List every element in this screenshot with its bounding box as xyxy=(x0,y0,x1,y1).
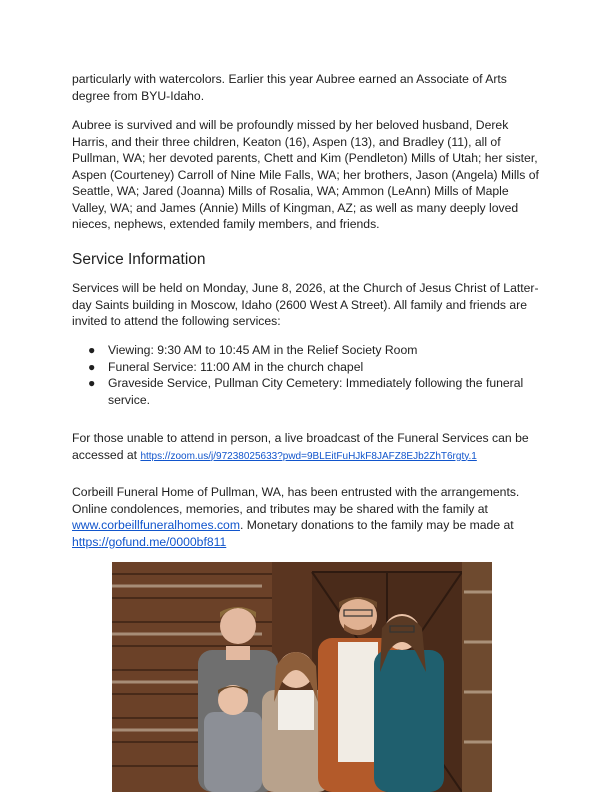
bullet-icon: ● xyxy=(88,376,96,390)
family-photo-image xyxy=(112,562,492,792)
paragraph-survivors: Aubree is survived and will be profoundly missed by her beloved husband, Derek Harris, and their three children, Keaton (16), Aspen (13), and Bradley (11), all of Pullman, WA; her devoted parents, Chett and Kim (Pendleton) Mills of Utah; her sister, Aspen (Courteney) Carroll of Nine Mile Falls, WA; her brothers, Jason (Angela) Mills of Seattle, WA; Jared (Joanna) Mills of Rosalia, WA; Ammon (LeAnn) Mills of Maple Valley, WA; and James (Annie) Mills of Kingman, AZ; as well as many deeply loved nieces, nephews, extended family members, and friends. xyxy=(72,118,539,231)
service-item-text: Graveside Service, Pullman City Cemetery: Immediately following the funeral service. xyxy=(108,376,524,407)
arrangements-text: Corbeill Funeral Home of Pullman, WA, has been entrusted with the arrangements. Online condolences, memories, and tributes may be shared with the family at xyxy=(72,485,520,516)
paragraph-arrangements xyxy=(72,484,544,550)
service-list xyxy=(72,342,544,408)
service-list-item xyxy=(72,342,544,359)
service-item-text: Funeral Service: 11:00 AM in the church chapel xyxy=(108,359,364,374)
bullet-icon: ● xyxy=(88,343,96,357)
gofundme-link[interactable]: https://gofund.me/0000bf811 xyxy=(72,534,227,549)
zoom-link[interactable]: https://zoom.us/j/97238025633?pwd=9BLEitFuHJkF8JAFZ8EJb2ZhT6rgty.1 xyxy=(140,450,477,462)
family-photo xyxy=(112,562,492,792)
service-item-text: Viewing: 9:30 AM to 10:45 AM in the Relief Society Room xyxy=(108,343,418,357)
paragraph-broadcast xyxy=(72,430,544,465)
paragraph-education: particularly with watercolors. Earlier this year Aubree earned an Associate of Arts degree from BYU-Idaho. xyxy=(72,72,507,103)
donations-text: . Monetary donations to the family may be made at xyxy=(239,518,514,532)
bullet-icon: ● xyxy=(88,359,96,374)
broadcast-text: For those unable to attend in person, a live broadcast of the Funeral Services can be accessed at xyxy=(72,431,529,462)
paragraph-service-intro: Services will be held on Monday, June 8, 2026, at the Church of Jesus Christ of Latter-day Saints building in Moscow, Idaho (2600 West A Street). All family and friends are invited to attend the following services: xyxy=(72,281,539,328)
service-list-item xyxy=(72,375,544,408)
section-heading-service: Service Information xyxy=(72,251,206,268)
service-list-item xyxy=(72,359,544,376)
funeral-home-link[interactable]: www.corbeillfuneralhomes.com xyxy=(72,518,240,532)
